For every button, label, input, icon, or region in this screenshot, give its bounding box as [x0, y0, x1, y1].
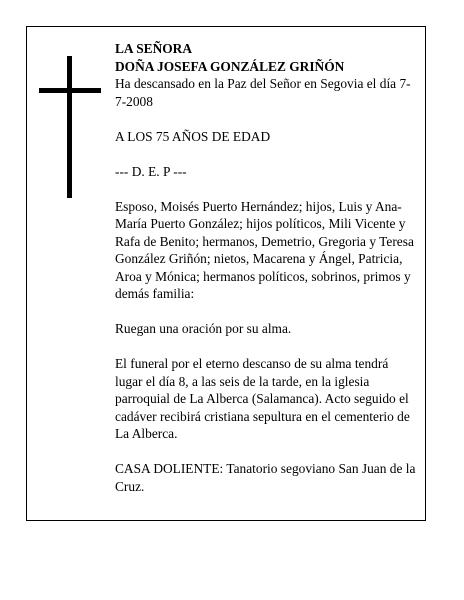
rest-announcement: Ha descansado en la Paz del Señor en Segovia el día 7-7-2008 — [115, 76, 411, 109]
family-paragraph: Esposo, Moisés Puerto Hernández; hijos, Luis y Ana-María Puerto González; hijos políticos, Mili Vicente y Rafa de Benito; hermanos, Demetrio, Gregoria y Teresa González Griñón; nietos, Macarena y Ángel, Patricia, Aroa y Mónica; hermanos políticos, sobrinos, primos y demás familia: — [115, 198, 414, 301]
title-line-1: LA SEÑORA — [115, 41, 193, 56]
prayer-line: Ruegan una oración por su alma. — [115, 321, 292, 336]
mourning-house: CASA DOLIENTE: Tanatorio segoviano San Juan de la Cruz. — [115, 461, 416, 494]
deceased-name: DOÑA JOSEFA GONZÁLEZ GRIÑÓN — [115, 58, 345, 74]
cross-vertical-bar — [67, 56, 72, 198]
obituary-card — [26, 26, 426, 521]
age-line: A LOS 75 AÑOS DE EDAD — [115, 128, 271, 144]
funeral-paragraph: El funeral por el eterno descanso de su alma tendrá lugar el día 8, a las seis de la tarde, en la iglesia parroquial de La Alberca (Salamanca). Acto seguido el cadáver recibirá cristiana sepultura en el cementerio de La Alberca. — [115, 356, 410, 441]
dep-line: --- D. E. P --- — [115, 163, 187, 179]
obituary-text — [115, 40, 417, 495]
cross-horizontal-bar — [39, 88, 101, 93]
